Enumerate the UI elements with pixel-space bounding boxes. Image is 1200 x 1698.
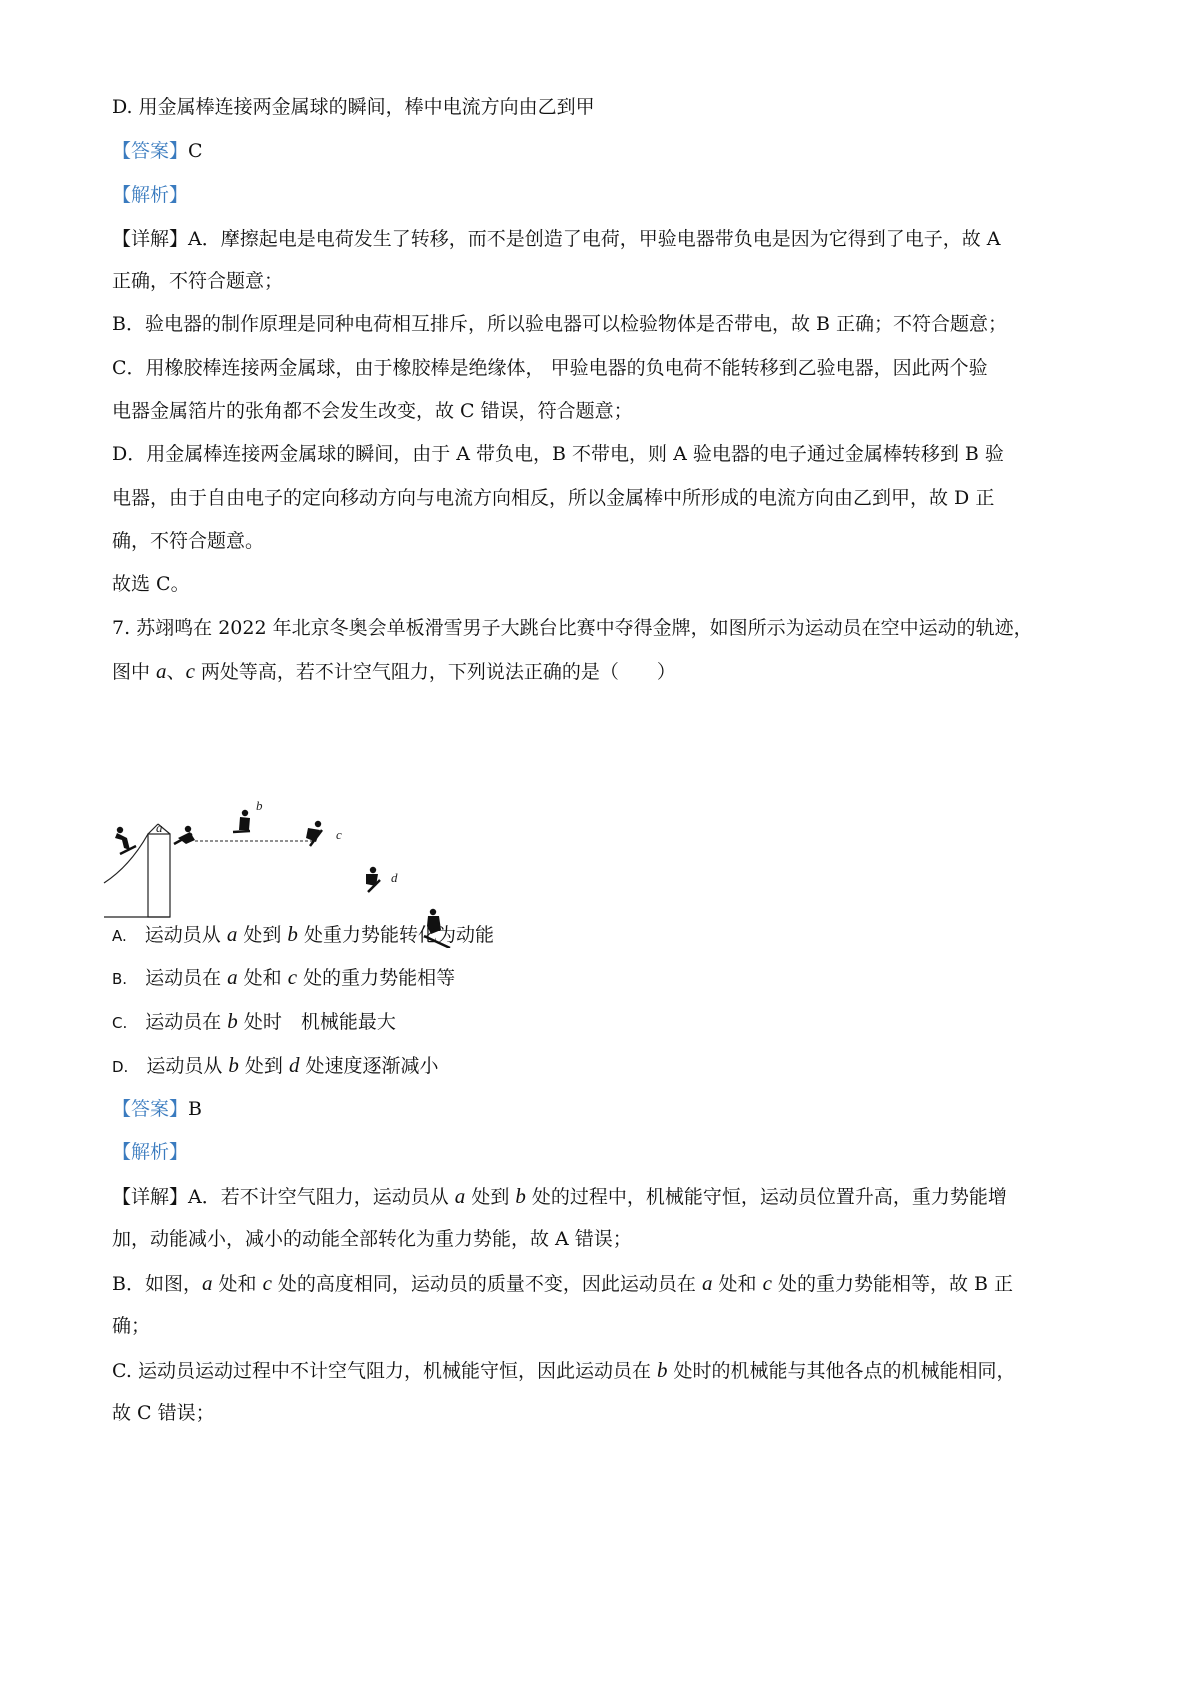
option-letter: D. [112, 1058, 129, 1076]
var-d: d [288, 1053, 300, 1077]
detail-text: 处和 [712, 1273, 763, 1295]
snowboarder-c-icon [306, 821, 322, 846]
option-text: 处到 [237, 924, 288, 946]
option-text: 处的重力势能相等 [297, 967, 456, 989]
var-b: b [656, 1358, 668, 1382]
label-b: b [256, 798, 263, 813]
q7-option-a [112, 919, 1100, 951]
var-b: b [227, 1009, 238, 1033]
option-text: 处时 机械能最大 [237, 1011, 396, 1033]
detail-text: A．摩擦起电是电荷发生了转移，而不是创造了电荷，甲验电器带负电是因为它得到了电子，故 A [188, 228, 1001, 250]
q6-detail-b: B．验电器的制作原理是同种电荷相互排斥，所以验电器可以检验物体是否带电，故 B 正确；不符合题意； [112, 313, 1008, 335]
option-text: 处速度逐渐减小 [299, 1055, 439, 1077]
option-text: 处重力势能转化为动能 [297, 924, 494, 946]
snowboarder-a-icon [174, 826, 195, 844]
q7-detail-c-1 [112, 1355, 1100, 1386]
q7-answer [112, 1094, 1100, 1124]
detail-text: 处到 [465, 1186, 516, 1208]
option-text: 运动员从 [146, 1055, 229, 1077]
q7-stem-1: 7. 苏翊鸣在 2022 年北京冬奥会单板滑雪男子大跳台比赛中夺得金牌，如图所示为运动员在空中运动的轨迹， [112, 617, 1033, 639]
detail-text: 处和 [212, 1273, 263, 1295]
var-b: b [228, 1053, 239, 1077]
q7-option-b [112, 962, 1100, 994]
q6-conclusion: 故选 C。 [112, 573, 190, 595]
stem-text: 、 [166, 661, 186, 683]
var-a: a [227, 965, 238, 989]
option-letter: B. [112, 970, 128, 988]
snowboarder-ramp-icon [115, 827, 136, 854]
q7-detail-b-2: 确； [112, 1315, 151, 1337]
var-a: a [454, 1184, 466, 1208]
detail-text: 处的高度相同，运动员的质量不变，因此运动员在 [271, 1273, 702, 1295]
answer-tag: 【答案】 [112, 140, 189, 162]
detail-text: 处时的机械能与其他各点的机械能相同， [667, 1360, 1016, 1382]
q6-detail-c-1: C．用橡胶棒连接两金属球，由于橡胶棒是绝缘体， 甲验电器的负电荷不能转移到乙验电器，因此两个验 [112, 357, 988, 379]
q6-detail-d-3: 确，不符合题意。 [112, 530, 265, 552]
q7-detail-c-2: 故 C 错误； [112, 1402, 215, 1424]
snowboarder-b-icon [233, 810, 250, 832]
option-letter: A. [112, 927, 127, 945]
option-text: 处和 [237, 967, 288, 989]
stem-text: 两处等高，若不计空气阻力，下列说法正确的是（ ） [194, 661, 676, 683]
answer-tag: 【答案】 [112, 1098, 189, 1120]
var-b: b [287, 922, 298, 946]
detail-text: 处的过程中，机械能守恒，运动员位置升高，重力势能增 [525, 1186, 1007, 1208]
detail-tag: 【详解】 [112, 228, 189, 250]
option-letter: C. [112, 1014, 128, 1032]
option-text: 运动员从 [144, 924, 227, 946]
detail-tag: 【详解】 [112, 1186, 189, 1208]
option-text: 处到 [238, 1055, 289, 1077]
var-b: b [515, 1184, 526, 1208]
detail-text: B．如图， [112, 1273, 202, 1295]
answer-value: B [188, 1098, 202, 1120]
q6-detail-d-2: 电器，由于自由电子的定向移动方向与电流方向相反，所以金属棒中所形成的电流方向由乙到甲，故 D 正 [112, 487, 995, 509]
q7-detail-a-2: 加，动能减小，减小的动能全部转化为重力势能，故 A 错误； [112, 1228, 632, 1250]
q7-detail-b-1 [112, 1268, 1100, 1299]
q7-stem-2 [112, 656, 1100, 687]
ramp [104, 824, 170, 917]
var-a: a [201, 1271, 213, 1295]
var-a: a [226, 922, 238, 946]
var-c: c [762, 1271, 772, 1295]
option-text: 运动员在 [145, 967, 228, 989]
snowboarder-d-icon [366, 867, 380, 892]
detail-text: A．若不计空气阻力，运动员从 [188, 1186, 455, 1208]
q6-detail-a-1 [112, 224, 1100, 254]
label-d: d [391, 870, 398, 885]
q6-detail-c-2: 电器金属箔片的张角都不会发生改变，故 C 错误，符合题意； [112, 400, 633, 422]
answer-value: C [188, 140, 203, 162]
option-text: 运动员在 [145, 1011, 228, 1033]
detail-text: C. 运动员运动过程中不计空气阻力，机械能守恒，因此运动员在 [112, 1360, 657, 1382]
label-a: a [156, 820, 163, 835]
var-c: c [262, 1271, 272, 1295]
q6-analysis-tag: 【解析】 [112, 184, 189, 206]
q6-option-d: D. 用金属棒连接两金属球的瞬间，棒中电流方向由乙到甲 [112, 96, 595, 118]
stem-text: 图中 [112, 661, 157, 683]
var-c: c [185, 659, 195, 683]
var-a: a [156, 659, 167, 683]
q6-answer [112, 136, 1100, 166]
detail-text: 处的重力势能相等，故 B 正 [771, 1273, 1013, 1295]
q7-analysis-tag: 【解析】 [112, 1141, 189, 1163]
var-c: c [287, 965, 298, 989]
q7-option-d [112, 1050, 1100, 1082]
q6-detail-a-2: 正确，不符合题意； [112, 270, 284, 292]
q6-detail-d-1: D．用金属棒连接两金属球的瞬间，由于 A 带负电，B 不带电，则 A 验电器的电子通过金属棒转移到 B 验 [112, 443, 1004, 465]
var-a: a [701, 1271, 713, 1295]
q7-detail-a-1 [112, 1181, 1100, 1212]
label-c: c [336, 827, 342, 842]
q7-option-c [112, 1006, 1100, 1038]
